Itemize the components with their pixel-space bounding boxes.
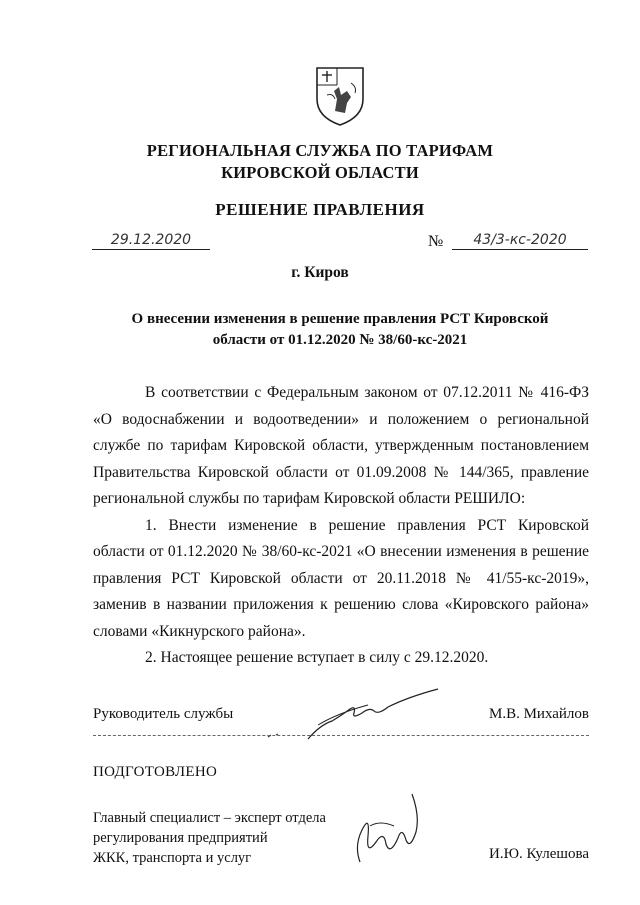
- prepared-position: [93, 808, 326, 868]
- organization-name-line1: РЕГИОНАЛЬНАЯ СЛУЖБА ПО ТАРИФАМ: [146, 141, 494, 160]
- decision-date: 29.12.2020: [92, 232, 210, 250]
- document-title: РЕШЕНИЕ ПРАВЛЕНИЯ: [215, 200, 425, 219]
- decision-subject: [120, 309, 560, 351]
- handwritten-signature-specialist: [340, 786, 430, 866]
- handwritten-signature-head: [258, 685, 448, 745]
- subject-line2: области от 01.12.2020 № 38/60-кс-2021: [212, 332, 468, 348]
- organization-name-line2: КИРОВСКОЙ ОБЛАСТИ: [221, 163, 419, 182]
- city: г. Киров: [291, 264, 349, 281]
- intro-paragraph: В соответствии с Федеральным законом от 07.12.2011 № 416-ФЗ «О водоснабжении и водоотведении» и положением о региональной службе по тарифам Кировской области, утвержденным постановлением Правительства Кировской области от 01.09.2008 № 144/365, правление региональной службы по тарифам Кировской области РЕШИЛО:: [93, 384, 589, 507]
- coat-of-arms-emblem: [313, 65, 367, 127]
- signature-divider: [93, 735, 589, 736]
- position-line3: ЖКК, транспорта и услуг: [93, 850, 252, 866]
- decision-number: 43/3-кс-2020: [452, 232, 588, 250]
- signatory-role: Руководитель службы: [93, 706, 234, 722]
- position-line1: Главный специалист – эксперт отдела: [93, 810, 326, 826]
- number-label: №: [428, 233, 444, 250]
- position-line2: регулирования предприятий: [93, 830, 268, 846]
- prepared-by-name: И.Ю. Кулешова: [489, 846, 589, 862]
- item-2-paragraph: 2. Настоящее решение вступает в силу с 29.12.2020.: [145, 649, 489, 666]
- decision-body: [93, 380, 589, 672]
- signatory-name: М.В. Михайлов: [488, 706, 589, 722]
- prepared-label: ПОДГОТОВЛЕНО: [93, 764, 218, 780]
- item-1-paragraph: 1. Внести изменение в решение правления РСТ Кировской области от 01.12.2020 № 38/60-кс-2021 «О внесении изменения в решение правления РСТ Кировской области от 20.11.2018 № 41/55-кс-2019», заменив в названии приложения к решению слова «Кировского района» словами «Кикнурского района».: [93, 516, 589, 640]
- subject-line1: О внесении изменения в решение правления РСТ Кировской: [131, 311, 549, 327]
